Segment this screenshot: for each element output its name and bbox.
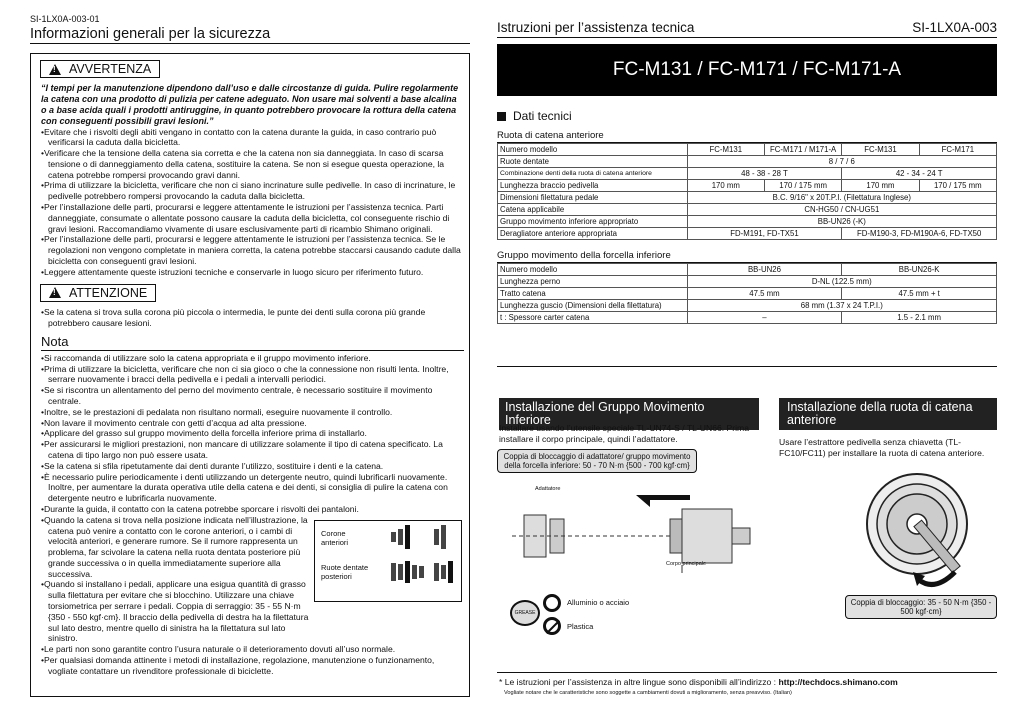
legend-steel-label: Alluminio o acciaio bbox=[567, 598, 630, 607]
section-divider bbox=[497, 366, 997, 367]
table-cell: Lunghezza braccio pedivella bbox=[498, 180, 688, 192]
table-cell: BB-UN26 (-K) bbox=[687, 216, 996, 228]
table-header-cell: Numero modello bbox=[498, 144, 688, 156]
table-cell: 42 - 34 - 24 T bbox=[842, 168, 997, 180]
spec-table-chainring bbox=[497, 143, 997, 240]
list-item: • Se la catena si sfila ripetutamente dai denti durante l’utilizzo, sostituire i denti e la catena. bbox=[41, 461, 464, 472]
install-crank-heading: Installazione della ruota di catena anteriore bbox=[779, 398, 997, 430]
table-cell: 47.5 mm bbox=[687, 288, 842, 300]
table-row bbox=[498, 192, 997, 204]
table-row bbox=[498, 156, 997, 168]
table-cell: 8 / 7 / 6 bbox=[687, 156, 996, 168]
chainring-mid bbox=[398, 529, 403, 545]
chainring-large-2 bbox=[441, 525, 446, 549]
nota-heading: Nota bbox=[41, 334, 464, 351]
model-banner: FC-M131 / FC-M171 / FC-M171-A bbox=[497, 44, 997, 96]
table-cell: Catena applicabile bbox=[498, 204, 688, 216]
list-item: • Quando si installano i pedali, applicare una esigua quantità di grasso sulla filettatura per evitare che si blocchino. Utilizzare una chiave torsiometrica per serrare i pedali. Coppia di serraggio: 35 - 55 N·m {350 - 550 kgf·cm}. Il braccio della pedivella di destra ha la filettatura sul lato destro, mentre quello di sinistra ha la filettatura sul lato sinistro. bbox=[41, 579, 314, 644]
table-cell: Dimensioni filettatura pedale bbox=[498, 192, 688, 204]
direction-arrow-icon bbox=[636, 495, 690, 507]
table-cell: 170 / 175 mm bbox=[919, 180, 996, 192]
table-cell: CN-HG50 / CN-UG51 bbox=[687, 204, 996, 216]
bottom-bracket-illustration bbox=[510, 495, 760, 605]
chainring-large bbox=[405, 525, 410, 549]
table-row bbox=[498, 276, 997, 288]
crankset-illustration bbox=[835, 472, 997, 592]
table-cell: FD-M190-3, FD-M190A-6, FD-TX50 bbox=[842, 228, 997, 240]
table-cell: 68 mm (1.37 x 24 T.P.I.) bbox=[687, 300, 996, 312]
list-item: • Si raccomanda di utilizzare solo la catena appropriata e il gruppo movimento inferiore. bbox=[41, 353, 464, 364]
doc-id-left: SI-1LX0A-003-01 bbox=[30, 14, 100, 24]
doc-id-right: SI-1LX0A-003 bbox=[912, 20, 997, 35]
rear-sprockets-row bbox=[391, 561, 453, 583]
list-item: • Non lavare il movimento centrale con getti d’acqua ad alta pressione. bbox=[41, 418, 464, 429]
table-row bbox=[498, 288, 997, 300]
grease-jar-icon: GREASE bbox=[510, 600, 540, 626]
table-cell: Lunghezza perno bbox=[498, 276, 688, 288]
list-item: • Evitare che i risvolti degli abiti vengano in contatto con la catena durante la guida, in caso contrario può verificarsi la caduta dalla bicicletta. bbox=[41, 127, 464, 149]
sprocket-6 bbox=[434, 563, 439, 581]
table-cell: 170 mm bbox=[687, 180, 764, 192]
install-bb-text: Installare usando l’utensile speciale TL-UN74-S / TL-UN66. Prima installare il corpo principale, quindi l’adattatore. bbox=[499, 423, 749, 444]
right-page bbox=[497, 20, 997, 324]
table-cell: Deragliatore anteriore appropriata bbox=[498, 228, 688, 240]
table-header-cell: BB-UN26 bbox=[687, 264, 842, 276]
table-cell: B.C. 9/16" x 20T.P.I. (Filettatura Inglese) bbox=[687, 192, 996, 204]
caution-label-box bbox=[40, 284, 156, 302]
table-header-cell: BB-UN26-K bbox=[842, 264, 997, 276]
table-cell: D-NL (122.5 mm) bbox=[687, 276, 996, 288]
caution-icon bbox=[49, 287, 61, 298]
warning-label: AVVERTENZA bbox=[69, 62, 152, 76]
plastic-symbol-icon bbox=[543, 617, 561, 635]
warning-quote: “I tempi per la manutenzione dipendono dall’uso e dalle circostanze di guida. Pulire regolarmente la catena con una prodotto di pulizia per catene adeguato. Non usare mai solventi a base alcalina o a base acida quali i prodotti antiruggine, in quanto potrebbero provocare la rottura della catena con conseguenti possibili gravi lesioni.” bbox=[41, 82, 459, 126]
table-cell: 170 mm bbox=[842, 180, 919, 192]
tech-data-title: Dati tecnici bbox=[513, 109, 572, 123]
table-row bbox=[498, 204, 997, 216]
sprocket-8 bbox=[448, 561, 453, 583]
table-row bbox=[498, 228, 997, 240]
table-row bbox=[498, 168, 997, 180]
table-cell: Gruppo movimento inferiore appropriato bbox=[498, 216, 688, 228]
list-item: • Per assicurarsi le migliori prestazioni, non mancare di utilizzare solamente il tipo di catena specificato. La catena di tipo largo non può essere usata. bbox=[41, 439, 464, 461]
install-crank-torque: Coppia di bloccaggio: 35 - 50 N·m {350 - 500 kgf·cm} bbox=[845, 595, 997, 619]
list-item: • Per qualsiasi domanda attinente i metodi di installazione, regolazione, manutenzione o funzionamento, vogliate contattare un rivenditore professionale di biciclette. bbox=[41, 655, 464, 677]
list-item: • Leggere attentamente queste istruzioni tecniche e conservarle in luogo sicuro per riferimento futuro. bbox=[41, 267, 464, 278]
install-bb-torque: Coppia di bloccaggio di adattatore/ gruppo movimento della forcella inferiore: 50 - 70 N·m {500 - 700 kgf·cm} bbox=[497, 449, 697, 473]
table1-title: Ruota di catena anteriore bbox=[497, 130, 997, 143]
list-item: • Prima di utilizzare la bicicletta, verificare che non ci siano incrinature sulle pedivelle. In caso di incrinature, le pedivelle potrebbero rompersi provocando la caduta dalla bicicletta. bbox=[41, 180, 464, 202]
table-cell: FD-M191, FD-TX51 bbox=[687, 228, 842, 240]
table-header-cell: FC-M131 bbox=[842, 144, 919, 156]
main-body-shape bbox=[682, 509, 732, 563]
table-cell: t : Spessore carter catena bbox=[498, 312, 688, 324]
sprocket-2 bbox=[398, 564, 403, 580]
table-row bbox=[498, 144, 997, 156]
list-item: • Per l’installazione delle parti, procurarsi e leggere attentamente le istruzioni per l’assistenza tecnica. Se le regolazioni non vengono completate in maniera corretta, la catena potrebbe staccarsi causando cadute dalla bicicletta con conseguenti gravi lesioni. bbox=[41, 234, 464, 266]
list-item: • Durante la guida, il contatto con la catena potrebbe sporcare i risvolti dei pantaloni. bbox=[41, 504, 464, 515]
install-bb-heading: Installazione del Gruppo Movimento Inferiore bbox=[499, 398, 759, 430]
caution-label: ATTENZIONE bbox=[69, 285, 148, 300]
front-chainrings-label: Corone anteriori bbox=[321, 529, 349, 547]
table-cell: Combinazione denti della ruota di catena anteriore bbox=[498, 168, 688, 180]
tech-data-heading bbox=[497, 109, 997, 123]
bottom-rule bbox=[497, 672, 997, 673]
table-row bbox=[498, 216, 997, 228]
table-cell: Lunghezza guscio (Dimensioni della filettatura) bbox=[498, 300, 688, 312]
table2-title: Gruppo movimento della forcella inferiore bbox=[497, 250, 997, 263]
table-cell: 47.5 mm + t bbox=[842, 288, 997, 300]
square-bullet-icon bbox=[497, 112, 506, 121]
safety-heading: Informazioni generali per la sicurezza bbox=[30, 26, 470, 44]
main-body-label: Corpo principale bbox=[666, 561, 707, 567]
table-cell: Tratto catena bbox=[498, 288, 688, 300]
table-row bbox=[498, 264, 997, 276]
table-row bbox=[498, 300, 997, 312]
list-item: • Quando la catena si trova nella posizione indicata nell’illustrazione, la catena può venire a contatto con le corone anteriori, o i cambi di velocità anteriori, e generare rumore. Se il rumore rappresenta un problema, far scivolare la catena nella ruota dentata posteriore più grande successiva o in quella immediatamente superiore alla successiva. bbox=[41, 515, 314, 580]
sprocket-3 bbox=[405, 561, 410, 583]
footer-url-link[interactable]: http://techdocs.shimano.com bbox=[778, 677, 898, 687]
list-item: • È necessario pulire periodicamente i denti utilizzando un detergente neutro, quindi lubrificarli nuovamente. Inoltre, per aumentare la durata operativa utile della catena e dei denti, si consiglia di pulire la catena con detergente neutro e lubrificarla nuovamente. bbox=[41, 472, 464, 504]
caution-list bbox=[41, 307, 464, 329]
table-cell: 170 / 175 mm bbox=[764, 180, 841, 192]
table-header-cell: Numero modello bbox=[498, 264, 688, 276]
list-item: • Le parti non sono garantite contro l’usura naturale o il deterioramento dovuti all’uso normale. bbox=[41, 644, 464, 655]
table-row bbox=[498, 312, 997, 324]
service-heading: Istruzioni per l’assistenza tecnica bbox=[497, 20, 695, 35]
table-header-cell: FC-M171 / M171-A bbox=[764, 144, 841, 156]
warning-list bbox=[41, 127, 464, 278]
gear-figure bbox=[314, 520, 462, 602]
list-item: • Se la catena si trova sulla corona più piccola o intermedia, le punte dei denti sulla corona più grande potrebbero causare lesioni. bbox=[41, 307, 464, 329]
list-item: • Se si riscontra un allentamento del perno del movimento centrale, è necessario sostituire il movimento centrale. bbox=[41, 385, 464, 407]
list-item: • Applicare del grasso sul gruppo movimento della forcella inferiore prima di installarlo. bbox=[41, 428, 464, 439]
nota-list bbox=[41, 353, 464, 677]
list-item: • Verificare che la tensione della catena sia corretta e che la catena non sia danneggiata. In caso di scarsa tensione o di danneggiamento della catena, sostituire la catena. Se non si esegue questa operazione, la catena potrebbe rompersi provocando gravi danni. bbox=[41, 148, 464, 180]
install-crank-text: Usare l’estrattore pedivella senza chiavetta (TL-FC10/FC11) per installare la ruota di catena anteriore. bbox=[779, 437, 985, 458]
table-header-cell: FC-M131 bbox=[687, 144, 764, 156]
front-chainrings-row-1 bbox=[391, 525, 446, 549]
table-cell: – bbox=[687, 312, 842, 324]
sprocket-1 bbox=[391, 563, 396, 581]
table-cell: Ruote dentate bbox=[498, 156, 688, 168]
table-row bbox=[498, 180, 997, 192]
table-header-cell: FC-M171 bbox=[919, 144, 996, 156]
list-item: • Inoltre, se le prestazioni di pedalata non risultano normali, eseguire nuovamente il controllo. bbox=[41, 407, 464, 418]
right-title-row bbox=[497, 20, 997, 38]
list-item: • Per l’installazione delle parti, procurarsi e leggere attentamente le istruzioni per l’assistenza tecnica. Parti danneggiate, consumate o allentate possono causare la caduta della bicicletta, col conseguente rischio di gravi lesioni. Raccomandiamo vivamente di usare esclusivamente parti di ricambio Shimano originali. bbox=[41, 202, 464, 234]
chainring-small bbox=[391, 532, 396, 542]
steel-symbol-icon bbox=[543, 594, 561, 612]
sprocket-7 bbox=[441, 565, 446, 579]
spec-table-bottom-bracket bbox=[497, 263, 997, 324]
warning-label-box bbox=[40, 60, 160, 78]
footer-note: Vogliate notare che le caratteristiche sono soggette a cambiamenti dovuti a miglioramento, senza preavviso. (Italian) bbox=[504, 690, 792, 696]
chainring-mid-2 bbox=[434, 529, 439, 545]
legend-plastic-label: Plastica bbox=[567, 622, 594, 631]
list-item: • Prima di utilizzare la bicicletta, verificare che non ci sia gioco o che la connessione non risulti lenta. Inoltre, serrare nuovamente i bracci della pedivella e i pedali a intervalli periodici. bbox=[41, 364, 464, 386]
table-cell: 1.5 - 2.1 mm bbox=[842, 312, 997, 324]
table-cell: 48 - 38 - 28 T bbox=[687, 168, 842, 180]
sprocket-4 bbox=[412, 565, 417, 579]
sprocket-5 bbox=[419, 566, 424, 578]
warning-icon bbox=[49, 64, 61, 75]
rear-sprockets-label: Ruote dentate posteriori bbox=[321, 563, 369, 581]
adapter-label: Adattatore bbox=[535, 486, 561, 492]
footer-main: * Le istruzioni per l’assistenza in altre lingue sono disponibili all’indirizzo : http://techdocs.shimano.com bbox=[499, 677, 898, 687]
